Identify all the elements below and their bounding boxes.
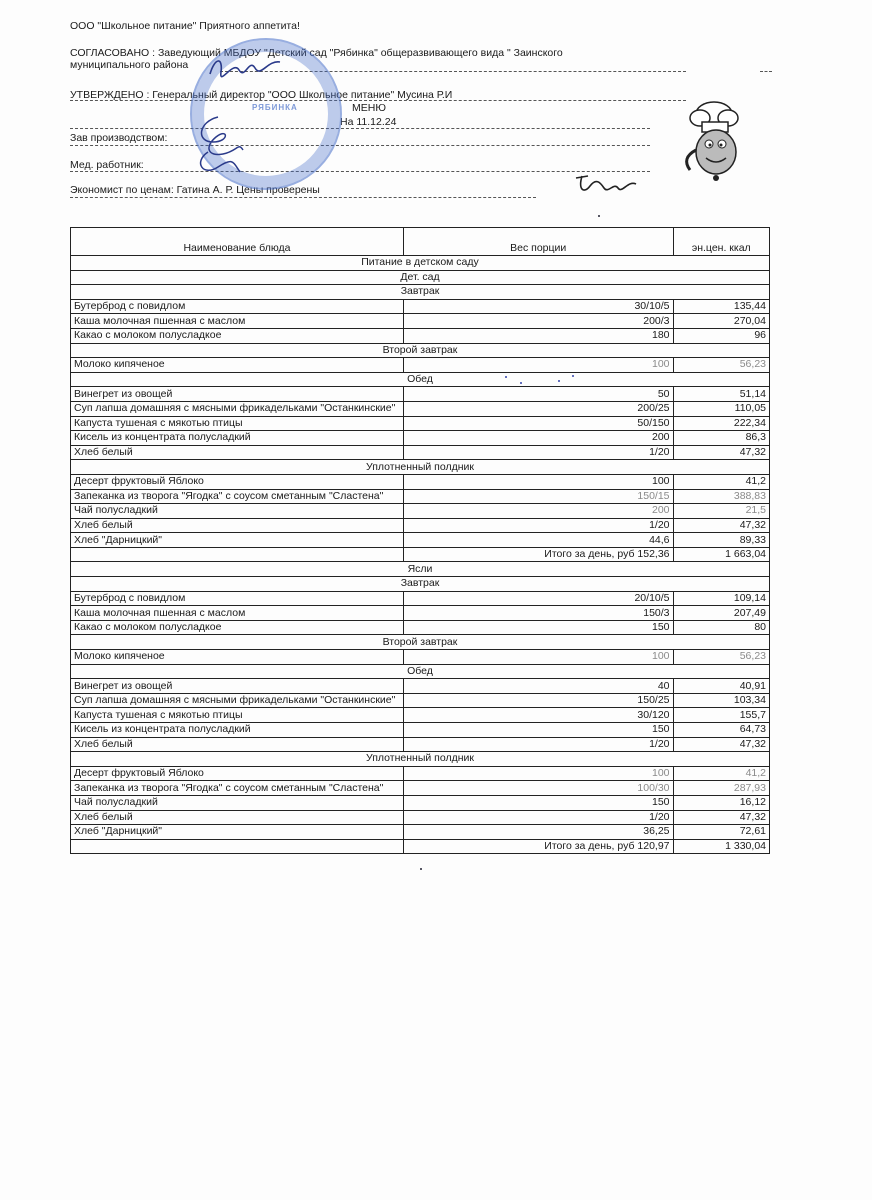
economist-line: Экономист по ценам: Гатина А. Р. Цены проверены bbox=[70, 184, 320, 196]
table-row bbox=[71, 795, 770, 810]
portion-weight: 180 bbox=[403, 328, 673, 343]
portion-weight: 20/10/5 bbox=[403, 591, 673, 606]
energy-kcal: 109,14 bbox=[673, 591, 769, 606]
menu-table bbox=[70, 227, 770, 854]
group-row bbox=[71, 562, 770, 577]
medical-worker-dots bbox=[70, 171, 650, 172]
table-row bbox=[71, 606, 770, 621]
portion-weight: 200/25 bbox=[403, 401, 673, 416]
menu-table-body bbox=[71, 228, 770, 854]
day-total-kcal: 1 663,04 bbox=[673, 547, 769, 562]
portion-weight: 30/120 bbox=[403, 708, 673, 723]
menu-title: МЕНЮ bbox=[352, 102, 386, 114]
table-row bbox=[71, 650, 770, 665]
signature-production bbox=[188, 112, 248, 182]
dish-name: Бутерброд с повидлом bbox=[71, 591, 404, 606]
table-row bbox=[71, 620, 770, 635]
energy-kcal: 96 bbox=[673, 328, 769, 343]
portion-weight: 100 bbox=[403, 474, 673, 489]
table-row bbox=[71, 781, 770, 796]
meal-heading: Уплотненный полдник bbox=[71, 752, 770, 767]
table-row bbox=[71, 474, 770, 489]
column-header-name: Наименование блюда bbox=[71, 228, 404, 256]
energy-kcal: 64,73 bbox=[673, 723, 769, 738]
dish-name: Суп лапша домашняя с мясными фрикадельками "Останкинские" bbox=[71, 693, 404, 708]
portion-weight: 100 bbox=[403, 766, 673, 781]
portion-weight: 1/20 bbox=[403, 737, 673, 752]
table-row bbox=[71, 401, 770, 416]
portion-weight: 150 bbox=[403, 795, 673, 810]
portion-weight: 44,6 bbox=[403, 533, 673, 548]
meal-heading: Обед bbox=[71, 372, 770, 387]
dish-name: Хлеб белый bbox=[71, 445, 404, 460]
table-row bbox=[71, 708, 770, 723]
agreed-line: СОГЛАСОВАНО : Заведующий МБДОУ "Детский сад "Рябинка" общеразвивающего вида " Заинского bbox=[70, 47, 563, 59]
portion-weight: 150 bbox=[403, 620, 673, 635]
dish-name: Хлеб "Дарницкий" bbox=[71, 533, 404, 548]
day-total-label: Итого за день, руб 120,97 bbox=[403, 839, 673, 854]
portion-weight: 36,25 bbox=[403, 825, 673, 840]
table-row bbox=[71, 825, 770, 840]
dish-name: Запеканка из творога "Ягодка" с соусом сметанным "Сластена" bbox=[71, 489, 404, 504]
dish-name: Какао с молоком полусладкое bbox=[71, 620, 404, 635]
meal-row bbox=[71, 460, 770, 475]
portion-weight: 200/3 bbox=[403, 314, 673, 329]
table-row bbox=[71, 504, 770, 519]
energy-kcal: 287,93 bbox=[673, 781, 769, 796]
economist-dots bbox=[70, 197, 536, 198]
total-row bbox=[71, 839, 770, 854]
company-line: ООО "Школьное питание" Приятного аппетита! bbox=[70, 20, 300, 32]
meal-heading: Завтрак bbox=[71, 577, 770, 592]
dish-name: Какао с молоком полусладкое bbox=[71, 328, 404, 343]
table-row bbox=[71, 737, 770, 752]
energy-kcal: 47,32 bbox=[673, 737, 769, 752]
approved-line: УТВЕРЖДЕНО : Генеральный директор "ООО Школьное питание" Мусина Р.И bbox=[70, 89, 453, 101]
meal-row bbox=[71, 343, 770, 358]
column-header-weight: Вес порции bbox=[403, 228, 673, 256]
meal-row bbox=[71, 285, 770, 300]
energy-kcal: 155,7 bbox=[673, 708, 769, 723]
table-row bbox=[71, 416, 770, 431]
energy-kcal: 89,33 bbox=[673, 533, 769, 548]
production-head-dots bbox=[70, 145, 650, 146]
table-row bbox=[71, 518, 770, 533]
table-row bbox=[71, 723, 770, 738]
dish-name: Чай полусладкий bbox=[71, 795, 404, 810]
portion-weight: 100 bbox=[403, 358, 673, 373]
dish-name: Молоко кипяченое bbox=[71, 358, 404, 373]
dish-name: Запеканка из творога "Ягодка" с соусом сметанным "Сластена" bbox=[71, 781, 404, 796]
group-heading: Ясли bbox=[71, 562, 770, 577]
portion-weight: 50 bbox=[403, 387, 673, 402]
chef-mascot-icon bbox=[676, 100, 748, 186]
table-row bbox=[71, 387, 770, 402]
dish-name: Капуста тушеная с мякотью птицы bbox=[71, 708, 404, 723]
energy-kcal: 56,23 bbox=[673, 650, 769, 665]
table-row bbox=[71, 766, 770, 781]
energy-kcal: 47,32 bbox=[673, 445, 769, 460]
portion-weight: 50/150 bbox=[403, 416, 673, 431]
portion-weight: 1/20 bbox=[403, 445, 673, 460]
agreed-line-continuation: муниципального района bbox=[70, 59, 189, 71]
dish-name: Винегрет из овощей bbox=[71, 679, 404, 694]
column-header-kcal: эн.цен. ккал bbox=[673, 228, 769, 256]
group-heading: Дет. сад bbox=[71, 270, 770, 285]
day-total-kcal: 1 330,04 bbox=[673, 839, 769, 854]
portion-weight: 150/3 bbox=[403, 606, 673, 621]
stamp-label: РЯБИНКА bbox=[252, 103, 298, 112]
meal-row bbox=[71, 635, 770, 650]
table-row bbox=[71, 591, 770, 606]
energy-kcal: 135,44 bbox=[673, 299, 769, 314]
table-row bbox=[71, 358, 770, 373]
dish-name: Чай полусладкий bbox=[71, 504, 404, 519]
energy-kcal: 86,3 bbox=[673, 431, 769, 446]
energy-kcal: 47,32 bbox=[673, 810, 769, 825]
portion-weight: 100/30 bbox=[403, 781, 673, 796]
approved-dots bbox=[70, 100, 686, 101]
meal-heading: Уплотненный полдник bbox=[71, 460, 770, 475]
agreed-dots-end bbox=[760, 71, 772, 72]
table-title: Питание в детском саду bbox=[71, 256, 770, 271]
energy-kcal: 47,32 bbox=[673, 518, 769, 533]
energy-kcal: 103,34 bbox=[673, 693, 769, 708]
dish-name: Молоко кипяченое bbox=[71, 650, 404, 665]
table-row bbox=[71, 533, 770, 548]
dish-name: Хлеб белый bbox=[71, 737, 404, 752]
energy-kcal: 222,34 bbox=[673, 416, 769, 431]
meal-row bbox=[71, 372, 770, 387]
table-row bbox=[71, 679, 770, 694]
speck bbox=[598, 215, 600, 217]
table-row bbox=[71, 445, 770, 460]
day-total-label: Итого за день, руб 152,36 bbox=[403, 547, 673, 562]
portion-weight: 200 bbox=[403, 431, 673, 446]
portion-weight: 40 bbox=[403, 679, 673, 694]
energy-kcal: 16,12 bbox=[673, 795, 769, 810]
date-dots bbox=[70, 128, 650, 129]
portion-weight: 100 bbox=[403, 650, 673, 665]
energy-kcal: 110,05 bbox=[673, 401, 769, 416]
energy-kcal: 207,49 bbox=[673, 606, 769, 621]
dish-name: Суп лапша домашняя с мясными фрикадельками "Останкинские" bbox=[71, 401, 404, 416]
meal-row bbox=[71, 577, 770, 592]
portion-weight: 150/25 bbox=[403, 693, 673, 708]
table-row bbox=[71, 299, 770, 314]
signature-economist bbox=[570, 170, 640, 200]
energy-kcal: 21,5 bbox=[673, 504, 769, 519]
dish-name: Бутерброд с повидлом bbox=[71, 299, 404, 314]
energy-kcal: 41,2 bbox=[673, 474, 769, 489]
medical-worker-label: Мед. работник: bbox=[70, 159, 144, 171]
table-header-row bbox=[71, 228, 770, 256]
dish-name: Хлеб "Дарницкий" bbox=[71, 825, 404, 840]
dish-name: Кисель из концентрата полусладкий bbox=[71, 723, 404, 738]
meal-row bbox=[71, 752, 770, 767]
table-row bbox=[71, 489, 770, 504]
energy-kcal: 270,04 bbox=[673, 314, 769, 329]
meal-heading: Второй завтрак bbox=[71, 343, 770, 358]
portion-weight: 1/20 bbox=[403, 518, 673, 533]
table-title-row bbox=[71, 256, 770, 271]
portion-weight: 30/10/5 bbox=[403, 299, 673, 314]
meal-row bbox=[71, 664, 770, 679]
production-head-label: Зав производством: bbox=[70, 132, 168, 144]
dish-name: Каша молочная пшенная с маслом bbox=[71, 606, 404, 621]
table-row bbox=[71, 810, 770, 825]
table-row bbox=[71, 328, 770, 343]
dish-name: Десерт фруктовый Яблоко bbox=[71, 474, 404, 489]
energy-kcal: 41,2 bbox=[673, 766, 769, 781]
total-blank-cell bbox=[71, 547, 404, 562]
portion-weight: 200 bbox=[403, 504, 673, 519]
table-row bbox=[71, 431, 770, 446]
speck bbox=[420, 868, 422, 870]
energy-kcal: 56,23 bbox=[673, 358, 769, 373]
dish-name: Каша молочная пшенная с маслом bbox=[71, 314, 404, 329]
dish-name: Винегрет из овощей bbox=[71, 387, 404, 402]
dish-name: Кисель из концентрата полусладкий bbox=[71, 431, 404, 446]
energy-kcal: 40,91 bbox=[673, 679, 769, 694]
energy-kcal: 51,14 bbox=[673, 387, 769, 402]
portion-weight: 1/20 bbox=[403, 810, 673, 825]
meal-heading: Завтрак bbox=[71, 285, 770, 300]
dish-name: Капуста тушеная с мякотью птицы bbox=[71, 416, 404, 431]
meal-heading: Второй завтрак bbox=[71, 635, 770, 650]
total-row bbox=[71, 547, 770, 562]
dish-name: Хлеб белый bbox=[71, 518, 404, 533]
portion-weight: 150/15 bbox=[403, 489, 673, 504]
signature-agreed bbox=[205, 52, 285, 82]
dish-name: Хлеб белый bbox=[71, 810, 404, 825]
energy-kcal: 72,61 bbox=[673, 825, 769, 840]
menu-date: На 11.12.24 bbox=[340, 116, 397, 128]
table-row bbox=[71, 693, 770, 708]
total-blank-cell bbox=[71, 839, 404, 854]
energy-kcal: 388,83 bbox=[673, 489, 769, 504]
group-row bbox=[71, 270, 770, 285]
energy-kcal: 80 bbox=[673, 620, 769, 635]
meal-heading: Обед bbox=[71, 664, 770, 679]
portion-weight: 150 bbox=[403, 723, 673, 738]
table-row bbox=[71, 314, 770, 329]
dish-name: Десерт фруктовый Яблоко bbox=[71, 766, 404, 781]
